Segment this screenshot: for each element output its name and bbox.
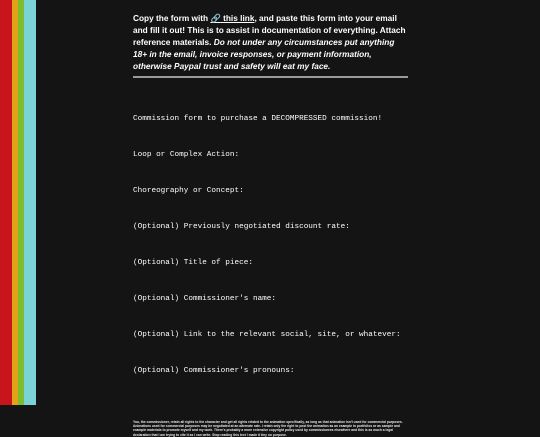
form-link-label: this link (220, 13, 255, 23)
form-line-social-link: (Optional) Link to the relevant social, site, or whatever: (133, 331, 401, 339)
fine-print: You, the commissioner, retain all rights to the character and get all rights related to the animation specifically, as long as that animation isn't used for commercial purposes. Animations used for commercial purposes may be negotiated at an alternate rate. I retain only the right to post the animation as an example in portfolios or as sample and example materials to promote myself and my work. There's probably a more extensive copyright policy used by commissionees elsewhere and this is as much a legal declaration that I am trying to cite it as I can write. Stop reading this text I made it tiny on purpose. (133, 420, 403, 437)
divider (133, 76, 408, 78)
form-line-commissioner-name: (Optional) Commissioner's name: (133, 295, 277, 303)
intro-paragraph (133, 12, 408, 72)
warning-text: Do not under any circumstances put anything 18+ in the email, invoice responses, or payment information, otherwise Paypal trust and safety will eat my face. (133, 37, 395, 71)
form-line-piece-title: (Optional) Title of piece: (133, 259, 253, 267)
color-stripes (0, 0, 36, 405)
form-line-loop: Loop or Complex Action: (133, 151, 240, 159)
intro-text-after-link: , and paste this form into your email and fill it out! This is to assist in documentation of everything. Attach reference materials. (133, 13, 406, 47)
stripe-red (0, 0, 12, 405)
form-line-discount: (Optional) Previously negotiated discount rate: (133, 223, 350, 231)
form-link[interactable] (210, 13, 254, 23)
form-line-choreography: Choreography or Concept: (133, 187, 244, 195)
form-line-pronouns: (Optional) Commissioner's pronouns: (133, 367, 295, 375)
form-line-title: Commission form to purchase a DECOMPRESSED commission! (133, 115, 383, 123)
intro-text-before-link: Copy the form with (133, 13, 211, 23)
stripe-cyan (24, 0, 36, 405)
commission-form (133, 89, 408, 401)
main-content (133, 12, 408, 437)
link-icon: 🔗 (210, 13, 221, 23)
